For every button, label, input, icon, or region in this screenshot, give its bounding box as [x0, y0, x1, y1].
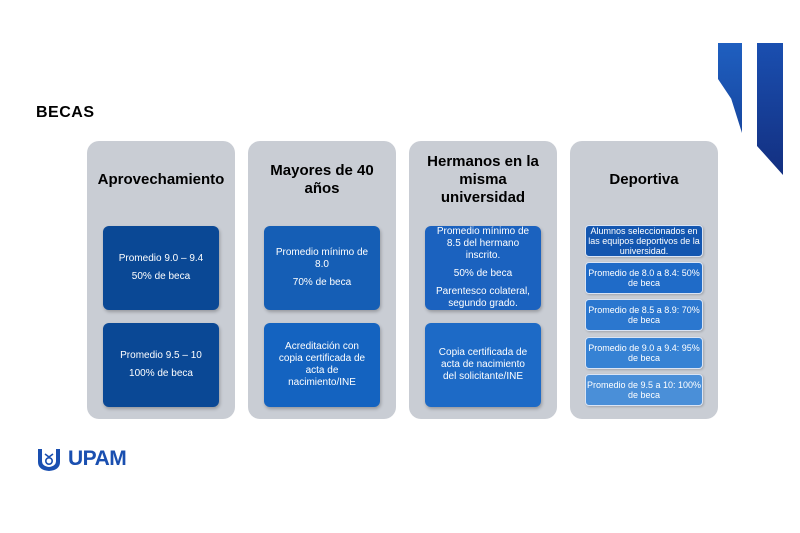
- info-box: [103, 226, 219, 310]
- info-box: [264, 323, 380, 407]
- deportiva-box: Alumnos seleccionados en las equipos deportivos de la universidad.: [585, 225, 703, 257]
- box-line: Promedio mínimo de 8.0: [275, 247, 369, 270]
- column-heading: Deportiva: [609, 171, 679, 188]
- deportiva-box: Promedio de 9.5 a 10: 100% de beca: [585, 374, 703, 406]
- logo-text: UPAM: [68, 447, 127, 470]
- column-heading: Aprovechamiento: [97, 171, 225, 188]
- deportiva-box: Promedio de 9.0 a 9.4: 95% de beca: [585, 337, 703, 369]
- upam-shield-icon: [36, 446, 62, 472]
- box-line: 70% de beca: [292, 277, 352, 288]
- column-aprovechamiento: [87, 141, 235, 419]
- info-box: [264, 226, 380, 310]
- column-mayores-40: [248, 141, 396, 419]
- deportiva-box: Promedio de 8.5 a 8.9: 70% de beca: [585, 299, 703, 331]
- slide-title: BECAS: [36, 104, 95, 121]
- box-line: 100% de beca: [129, 368, 193, 379]
- deportiva-box: Promedio de 8.0 a 8.4: 50% de beca: [585, 262, 703, 294]
- box-line: Acreditación con copia certificada de acta de nacimiento/INE: [278, 341, 366, 388]
- box-line: 50% de beca: [453, 268, 513, 279]
- column-deportiva: [570, 141, 718, 419]
- box-line: Promedio 9.0 – 9.4: [118, 253, 204, 264]
- box-line: Promedio mínimo de 8.5 del hermano inscrito.: [436, 226, 530, 261]
- box-line: 50% de beca: [131, 271, 191, 282]
- box-line: Copia certificada de acta de nacimiento del solicitante/INE: [438, 347, 528, 382]
- info-box: [103, 323, 219, 407]
- column-heading: Mayores de 40 años: [270, 162, 374, 197]
- info-box: [425, 226, 541, 310]
- column-hermanos: [409, 141, 557, 419]
- box-line: Promedio 9.5 – 10: [120, 350, 202, 361]
- column-heading: Hermanos en la misma universidad: [427, 153, 539, 206]
- info-box: [425, 323, 541, 407]
- decorative-stripe-left: [718, 43, 742, 133]
- decorative-stripe-right: [757, 43, 783, 175]
- box-line: Parentesco colateral, segundo grado.: [436, 286, 530, 309]
- upam-logo: [36, 446, 126, 472]
